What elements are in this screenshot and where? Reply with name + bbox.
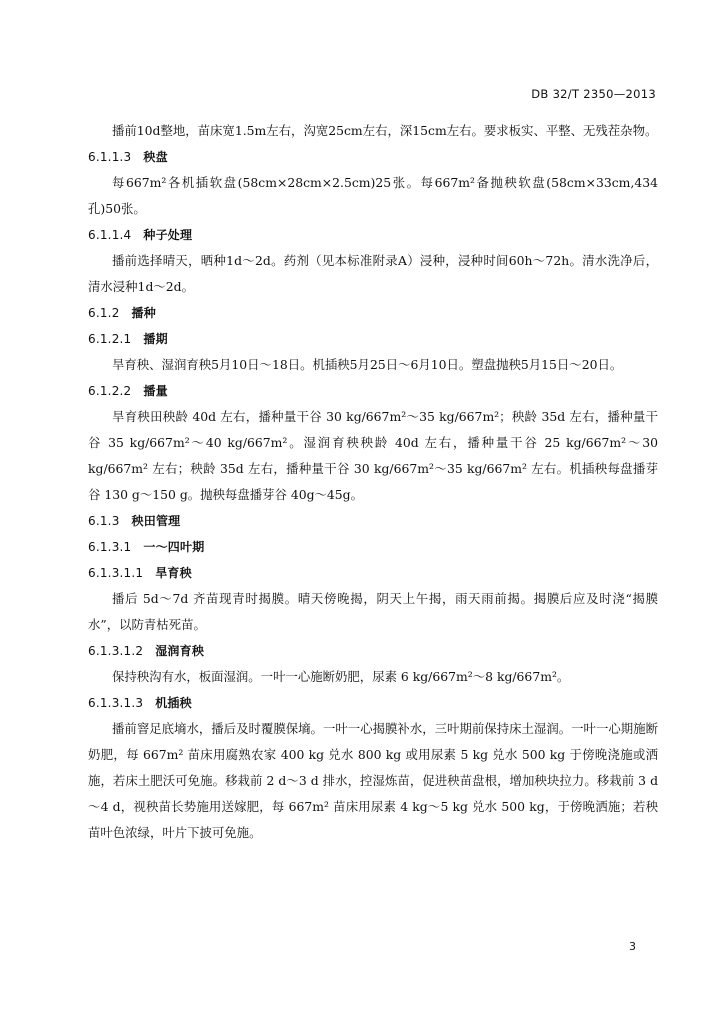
paragraph: 旱育秧、湿润育秧5月10日～18日。机插秧5月25日～6月10日。塑盘抛秧5月15日～20日。	[112, 357, 623, 372]
section-heading	[88, 508, 658, 534]
section-heading	[88, 222, 658, 248]
section-number: 6.1.3.1	[88, 540, 132, 554]
paragraph: 旱育秧田秧龄 40d 左右，播种量干谷 30 kg/667m²～35 kg/667m²；秧龄 35d 左右，播种量干谷 35 kg/667m²～40 kg/667m²。湿润育秧秧龄 40d 左右，播种量干谷 25 kg/667m²～30 kg/667m² 左右；秧龄 35d 左右，播种量干谷 30 kg/667m²～35 kg/667m² 左右。机插秧每盘播芽谷 130 g～150 g。抛秧每盘播芽谷 40g～45g。	[88, 409, 658, 502]
section-title: 播种	[131, 306, 156, 320]
paragraph: 每667m²各机插软盘(58cm×28cm×2.5cm)25张。每667m²备抛秧软盘(58cm×33cm,434孔)50张。	[88, 175, 658, 216]
section-title: 播量	[143, 384, 168, 398]
section-heading	[88, 144, 658, 170]
section-title: 一～四叶期	[143, 540, 205, 554]
section-heading	[88, 560, 658, 586]
section-number: 6.1.3.1.1	[88, 566, 144, 580]
section-heading	[88, 326, 658, 352]
section-number: 6.1.2.2	[88, 384, 132, 398]
section-heading	[88, 534, 658, 560]
paragraph: 保持秧沟有水，板面湿润。一叶一心施断奶肥，尿素 6 kg/667m²～8 kg/667m²。	[112, 669, 570, 684]
section-number: 6.1.3.1.3	[88, 696, 144, 710]
section-title: 播期	[143, 332, 168, 346]
section-number: 6.1.3	[88, 514, 120, 528]
section-title: 机插秧	[155, 696, 192, 710]
section-title: 秧盘	[143, 150, 168, 164]
document-body	[88, 118, 658, 846]
section-number: 6.1.1.3	[88, 150, 132, 164]
section-heading	[88, 300, 658, 326]
paragraph: 播前窨足底墒水，播后及时覆膜保墒。一叶一心揭膜补水，三叶期前保持床土湿润。一叶一心期施断奶肥，每 667m² 苗床用腐熟农家 400 kg 兑水 800 kg 或用尿素 5 kg 兑水 500 kg 于傍晚浇施或洒施，若床土肥沃可免施。移栽前 2 d～3 d 排水，控湿炼苗，促进秧苗盘根，增加秧块拉力。移栽前 3 d～4 d，视秧苗长势施用送嫁肥，每 667m² 苗床用尿素 4 kg～5 kg 兑水 500 kg，于傍晚洒施；若秧苗叶色浓绿，叶片下披可免施。	[88, 721, 658, 840]
section-heading	[88, 638, 658, 664]
paragraph: 播前选择晴天，晒种1d～2d。药剂（见本标准附录A）浸种，浸种时间60h～72h。清水洗净后，清水浸种1d～2d。	[88, 253, 658, 294]
standard-code: DB 32/T 2350—2013	[531, 87, 656, 101]
section-number: 6.1.2.1	[88, 332, 132, 346]
section-title: 种子处理	[143, 228, 193, 242]
section-number: 6.1.1.4	[88, 228, 132, 242]
section-title: 秧田管理	[131, 514, 181, 528]
section-heading	[88, 378, 658, 404]
section-title: 旱育秧	[155, 566, 192, 580]
paragraph: 播后 5d～7d 齐苗现青时揭膜。晴天傍晚揭，阴天上午揭，雨天雨前揭。揭膜后应及时浇“揭膜水”，以防青枯死苗。	[88, 591, 658, 632]
paragraph: 播前10d整地，苗床宽1.5m左右，沟宽25cm左右，深15cm左右。要求板实、平整、无残茬杂物。	[112, 123, 658, 138]
section-number: 6.1.3.1.2	[88, 644, 144, 658]
section-heading	[88, 690, 658, 716]
section-number: 6.1.2	[88, 306, 120, 320]
page-number: 3	[629, 940, 636, 953]
section-title: 湿润育秧	[155, 644, 205, 658]
